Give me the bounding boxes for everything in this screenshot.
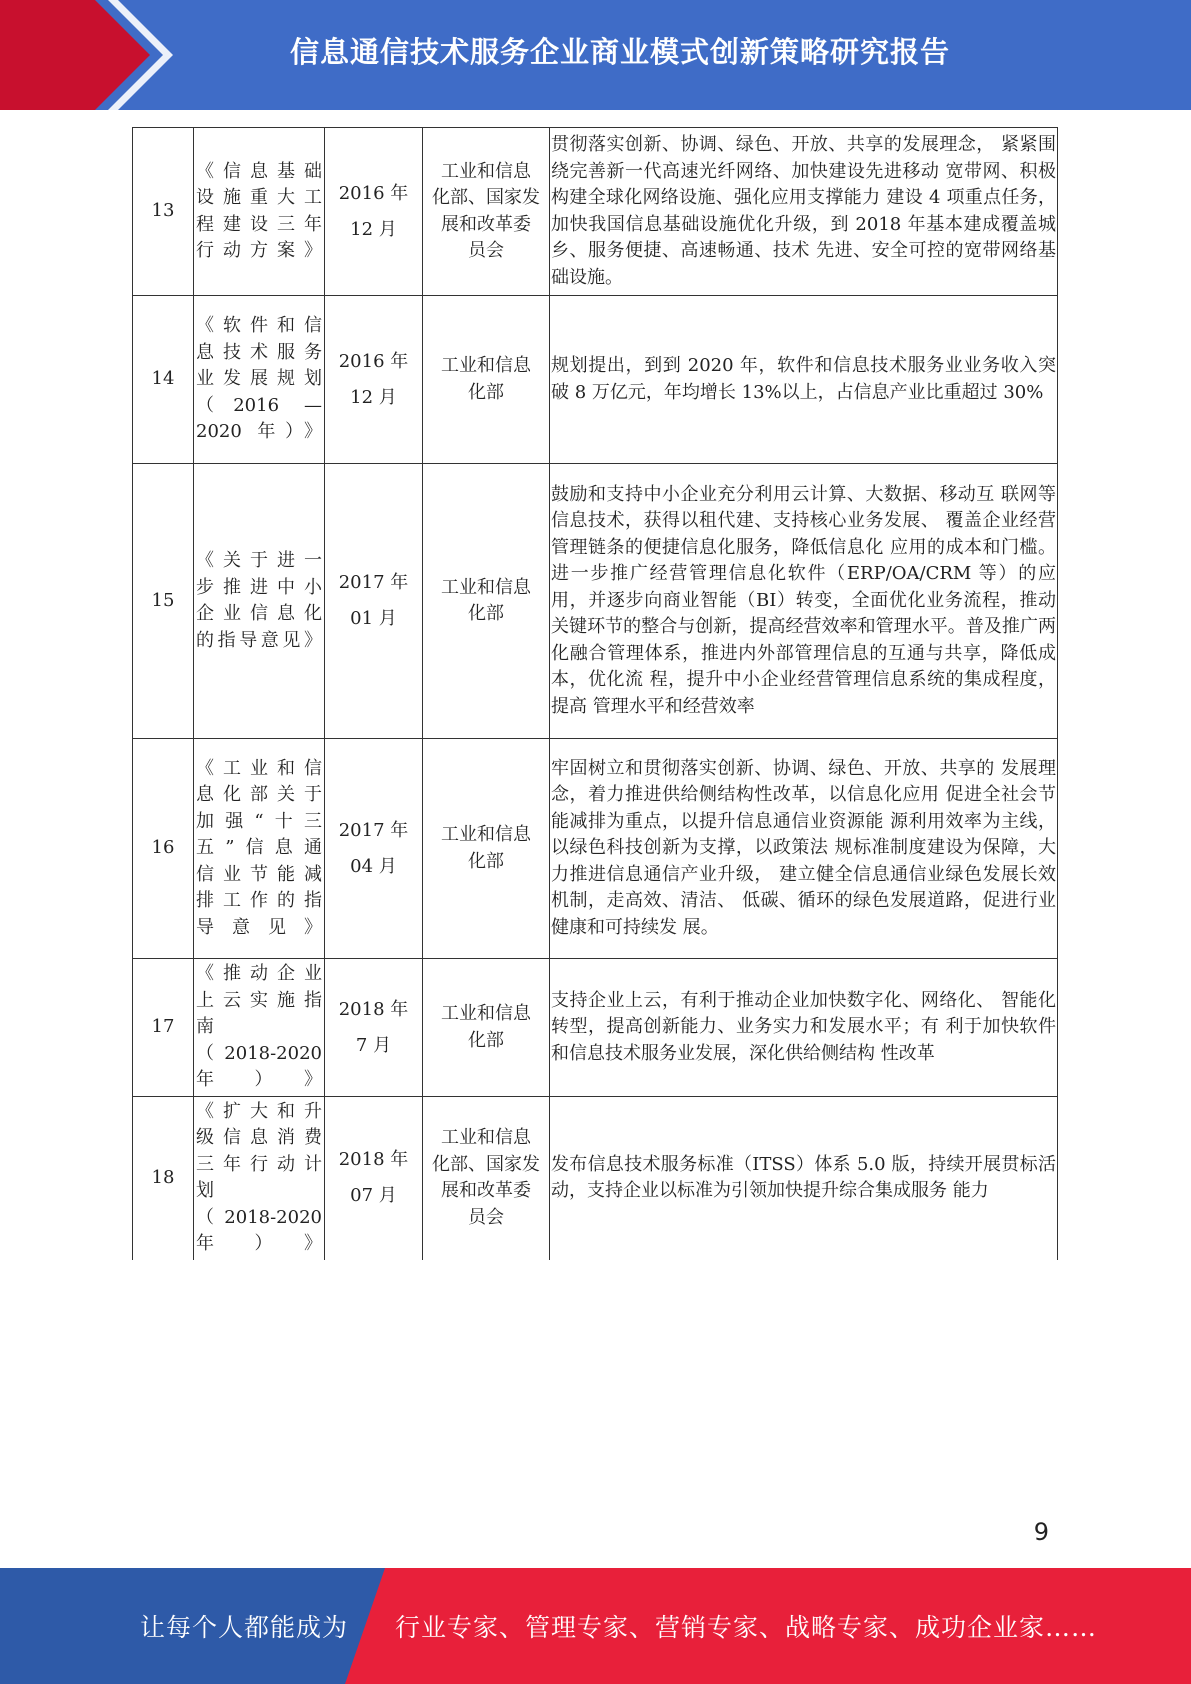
issuing-department-line: 工业和信息: [441, 160, 531, 182]
policy-name-cell: [194, 128, 325, 296]
policy-name-line: 加强“十三: [196, 810, 322, 832]
policy-name-line: 年）》: [196, 1233, 322, 1255]
policy-name-line: 2020 年）》: [196, 421, 322, 443]
policy-description-cell: 规划提出，到到 2020 年，软件和信息技术服务业业务收入突破 8 万亿元，年均增长 13%以上，占信息产业比重超过 30%: [550, 296, 1058, 464]
table-row: [133, 296, 1058, 464]
policy-name-line: 的指导意见》: [196, 629, 322, 651]
policy-name-line: 企业信息化: [196, 603, 322, 624]
issuing-department-line: 展和改革委: [441, 1180, 531, 1202]
policy-description-cell: 贯彻落实创新、协调、绿色、开放、共享的发展理念， 紧紧围绕完善新一代高速光纤网络、加快建设先进移动 宽带网、积极构建全球化网络设施、强化应用支撑能力 建设 4 项重点任务，加快我国信息基础设施优化升级，到 2018 年基本建成覆盖城乡、服务便捷、高速畅通、技术 先进、安全可控的宽带网络基础设施。: [550, 128, 1058, 296]
issuing-department-cell: [423, 959, 550, 1097]
table-row: [133, 739, 1058, 959]
issuing-department-line: 化部、国家发: [432, 187, 540, 208]
policy-name-line: 排工作的指: [196, 890, 322, 912]
issuing-department-line: 工业和信息: [441, 824, 531, 845]
policy-name-line: 业发展规划: [196, 368, 322, 390]
issuing-department-cell: [423, 739, 550, 959]
policy-name-cell: [194, 1097, 325, 1260]
policy-name-line: 《关于进一: [196, 550, 322, 571]
policy-name-line: 信业节能减: [196, 863, 322, 885]
issuing-department-line: 工业和信息: [441, 1003, 531, 1024]
page-header: [0, 0, 1191, 110]
issuing-department-cell: [423, 296, 550, 464]
policy-name-line: 南: [196, 1016, 214, 1038]
policy-table: [132, 127, 1058, 1260]
document-title: 信息通信技术服务企业商业模式创新策略研究报告: [289, 34, 950, 69]
issuing-department-line: 工业和信息: [441, 576, 531, 598]
issuing-department-line: 员会: [468, 1206, 504, 1228]
footer-slogan-right: 行业专家、管理专家、营销专家、战略专家、成功企业家……: [395, 1613, 1098, 1642]
policy-name-line: （2018-2020: [196, 1206, 322, 1228]
policy-description-cell: 发布信息技术服务标准（ITSS）体系 5.0 版，持续开展贯标活动，支持企业以标准为引领加快提升综合集成服务 能力: [550, 1097, 1058, 1260]
policy-name-line: 五”信息通: [196, 837, 322, 859]
policy-name-line: 《推动企业: [196, 963, 322, 985]
policy-name-cell: [194, 464, 325, 739]
issuing-department-line: 化部: [468, 1029, 504, 1051]
page-footer: [0, 1568, 1191, 1684]
policy-name-line: 息技术服务: [196, 341, 322, 363]
row-index-cell: 18: [133, 1097, 194, 1260]
issue-date-cell: [325, 128, 423, 296]
issue-date-line: 2017 年: [338, 819, 409, 841]
issue-date-line: 07 月: [350, 1185, 397, 1207]
issuing-department-line: 化部: [468, 381, 504, 403]
issue-date-line: 01 月: [350, 608, 397, 629]
issue-date-cell: [325, 739, 423, 959]
table-row: [133, 959, 1058, 1097]
issue-date-cell: [325, 464, 423, 739]
policy-description-cell: 鼓励和支持中小企业充分利用云计算、大数据、移动互 联网等信息技术，获得以租代建、支持核心业务发展、 覆盖企业经营管理链条的便捷信息化服务，降低信息化 应用的成本和门槛。进一步推广经营管理信息化软件（ERP/OA/CRM 等）的应用，并逐步向商业智能（BI）转变，全面优化业务流程，推动关键环节的整合与创新，提高经营效率和管理水平。普及推广两化融合管理体系，推进内外部管理信息的互通与共享，降低成本，优化流 程，提升中小企业经营管理信息系统的集成程度，提高 管理水平和经营效率: [550, 464, 1058, 739]
issue-date-line: 2016 年: [338, 182, 409, 204]
row-index-cell: 17: [133, 959, 194, 1097]
row-index-cell: 16: [133, 739, 194, 959]
issue-date-line: 2016 年: [338, 350, 409, 372]
issue-date-cell: [325, 1097, 423, 1260]
policy-name-line: 《扩大和升: [196, 1100, 322, 1122]
policy-description-cell: 牢固树立和贯彻落实创新、协调、绿色、开放、共享的 发展理念，着力推进供给侧结构性改革，以信息化应用 促进全社会节能减排为重点，以提升信息通信业资源能 源利用效率为主线，以绿色科技创新为支撑，以政策法 规标准制度建设为保障，大力推进信息通信产业升级， 建立健全信息通信业绿色发展长效机制，走高效、清洁、 低碳、循环的绿色发展道路，促进行业健康和可持续发 展。: [550, 739, 1058, 959]
issue-date-line: 04 月: [350, 855, 397, 877]
issuing-department-line: 化部: [468, 603, 504, 624]
policy-name-line: 《信息基础: [196, 160, 322, 182]
issuing-department-cell: [423, 128, 550, 296]
policy-description-cell: 支持企业上云，有利于推动企业加快数字化、网络化、 智能化转型，提高创新能力、业务实力和发展水平；有 利于加快软件和信息技术服务业发展，深化供给侧结构 性改革: [550, 959, 1058, 1097]
issuing-department-line: 化部、国家发: [432, 1153, 540, 1175]
policy-name-line: 年）》: [196, 1069, 322, 1091]
issuing-department-line: 工业和信息: [441, 1127, 531, 1149]
row-index-cell: 15: [133, 464, 194, 739]
issue-date-cell: [325, 959, 423, 1097]
issue-date-line: 2018 年: [338, 1149, 409, 1171]
issue-date-line: 2018 年: [338, 998, 409, 1020]
row-index-cell: 14: [133, 296, 194, 464]
policy-name-line: 划: [196, 1180, 214, 1202]
issue-date-line: 12 月: [350, 386, 397, 408]
policy-name-cell: [194, 739, 325, 959]
policy-name-line: 上云实施指: [196, 989, 322, 1011]
policy-name-line: 息化部关于: [196, 784, 322, 806]
issuing-department-cell: [423, 1097, 550, 1260]
policy-name-line: 《软件和信: [196, 315, 322, 337]
policy-name-line: （2018-2020: [196, 1042, 322, 1064]
policy-name-cell: [194, 959, 325, 1097]
issue-date-line: 7 月: [355, 1034, 392, 1056]
policy-name-line: （2016 —: [196, 394, 322, 416]
policy-name-line: 三年行动计: [196, 1153, 322, 1175]
row-index-cell: 13: [133, 128, 194, 296]
issue-date-line: 2017 年: [338, 572, 409, 593]
issue-date-cell: [325, 296, 423, 464]
issuing-department-line: 员会: [468, 240, 504, 261]
policy-name-line: 级信息消费: [196, 1127, 322, 1149]
issuing-department-line: 工业和信息: [441, 355, 531, 376]
issuing-department-cell: [423, 464, 550, 739]
policy-name-line: 设施重大工: [196, 187, 322, 208]
issuing-department-line: 展和改革委: [441, 213, 531, 235]
policy-name-line: 程建设三年: [196, 213, 322, 235]
issue-date-line: 12 月: [350, 218, 397, 240]
policy-name-cell: [194, 296, 325, 464]
footer-slogan-left: 让每个人都能成为: [140, 1613, 349, 1642]
page-number: 9: [1033, 1518, 1049, 1546]
policy-name-line: 步推进中小: [196, 576, 322, 598]
policy-name-line: 行动方案》: [196, 240, 322, 261]
policy-name-line: 导意见》: [196, 916, 322, 938]
table-row: [133, 1097, 1058, 1260]
policy-name-line: 《工业和信: [196, 757, 322, 779]
table-row: [133, 464, 1058, 739]
issuing-department-line: 化部: [468, 850, 504, 872]
table-row: [133, 128, 1058, 296]
